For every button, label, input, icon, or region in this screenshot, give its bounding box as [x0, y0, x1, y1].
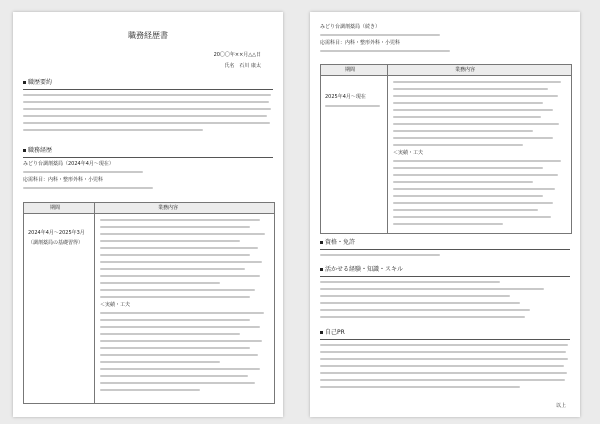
text-line: [100, 282, 220, 284]
company-line: みどり台調剤薬局（続き）: [320, 24, 381, 30]
text-line: [100, 296, 250, 298]
section-rule: [23, 89, 273, 90]
header-content: 業務内容: [455, 66, 476, 73]
text-line: [23, 171, 143, 173]
text-line: [320, 34, 440, 36]
text-line: [393, 223, 503, 225]
section-bullet-icon: [23, 81, 26, 84]
text-line: [320, 309, 530, 311]
text-line: [100, 354, 258, 356]
section-rule: [320, 276, 570, 277]
text-line: [100, 333, 240, 335]
text-line: [320, 50, 450, 52]
clinic-line: 応需科目：内科・整形外科・小児科: [320, 40, 401, 46]
text-line: [100, 289, 255, 291]
resume-page-2: [310, 12, 580, 417]
text-line: [100, 254, 250, 256]
section-rule: [23, 157, 273, 158]
text-line: [393, 144, 523, 146]
resume-page-1: [13, 12, 283, 417]
achievement-label: ＜実績・工夫: [393, 150, 424, 156]
text-line: [393, 81, 561, 83]
text-line: [320, 254, 440, 256]
text-line: [100, 347, 250, 349]
text-line: [393, 137, 553, 139]
period-cell: 2025年4月～現在: [325, 94, 366, 100]
section-rule: [320, 249, 570, 250]
text-line: [100, 361, 220, 363]
text-line: [393, 174, 558, 176]
text-line: [100, 226, 250, 228]
text-line: [320, 295, 510, 297]
text-line: [100, 240, 240, 242]
period-cell: 2024年4月～2025年3月: [28, 230, 85, 236]
text-line: [393, 88, 548, 90]
table-header: [24, 203, 274, 214]
text-line: [100, 326, 260, 328]
license-heading: 資格・免許: [320, 240, 355, 246]
company-line: みどり台調剤薬局（2024年4月～現在）: [23, 161, 114, 167]
header-period: 期間: [345, 66, 356, 73]
text-line: [393, 95, 558, 97]
text-line: [100, 219, 260, 221]
pr-heading: 自己PR: [320, 330, 345, 336]
text-line: [320, 351, 566, 353]
text-line: [100, 340, 262, 342]
text-line: [100, 233, 265, 235]
text-line: [393, 181, 533, 183]
text-line: [320, 386, 520, 388]
text-line: [23, 115, 267, 117]
text-line: [23, 187, 153, 189]
text-line: [100, 275, 260, 277]
text-line: [23, 122, 270, 124]
document-date: 20〇〇年××月△△日: [213, 52, 261, 58]
text-line: [100, 261, 262, 263]
text-line: [23, 101, 269, 103]
section-bullet-icon: [320, 331, 323, 334]
text-line: [100, 382, 255, 384]
text-line: [320, 316, 525, 318]
text-line: [23, 129, 203, 131]
text-line: [100, 247, 258, 249]
summary-heading: 職歴要約: [23, 80, 52, 86]
clinic-line: 応需科目：内科・整形外科・小児科: [23, 177, 104, 183]
text-line: [100, 389, 200, 391]
text-line: [320, 372, 567, 374]
table-divider: [387, 65, 388, 233]
text-line: [393, 123, 559, 125]
applicant-name: 氏名 石川 康太: [224, 63, 261, 69]
section-bullet-icon: [320, 268, 323, 271]
text-line: [393, 188, 555, 190]
text-line: [393, 195, 543, 197]
career-table: [320, 64, 572, 234]
text-line: [320, 358, 568, 360]
text-line: [100, 368, 260, 370]
knowledge-heading: 活かせる経験・知識・スキル: [320, 267, 403, 273]
text-line: [320, 379, 565, 381]
history-heading: 職務経歴: [23, 148, 52, 154]
text-line: [320, 302, 520, 304]
text-line: [23, 94, 271, 96]
text-line: [325, 105, 380, 107]
text-line: [100, 268, 245, 270]
achievement-label: ＜実績・工夫: [100, 302, 131, 308]
career-table: [23, 202, 275, 404]
header-content: 業務内容: [158, 204, 179, 211]
text-line: [393, 160, 561, 162]
table-header: [321, 65, 571, 76]
text-line: [393, 116, 541, 118]
text-line: [393, 109, 553, 111]
document-title: 職務経歴書: [128, 31, 168, 40]
text-line: [320, 281, 500, 283]
text-line: [393, 202, 553, 204]
text-line: [393, 209, 538, 211]
text-line: [320, 288, 544, 290]
text-line: [393, 130, 533, 132]
text-line: [393, 167, 543, 169]
closing-mark: 以上: [555, 403, 566, 409]
text-line: [320, 344, 568, 346]
table-divider: [94, 203, 95, 403]
text-line: [320, 365, 564, 367]
header-period: 期間: [50, 204, 61, 211]
section-bullet-icon: [320, 241, 323, 244]
text-line: [100, 312, 264, 314]
text-line: [393, 216, 551, 218]
text-line: [23, 108, 271, 110]
text-line: [100, 319, 250, 321]
section-bullet-icon: [23, 149, 26, 152]
text-line: [100, 375, 248, 377]
text-line: [393, 102, 543, 104]
period-subcell: （調剤薬局の基礎習得）: [28, 240, 84, 246]
section-rule: [320, 339, 570, 340]
